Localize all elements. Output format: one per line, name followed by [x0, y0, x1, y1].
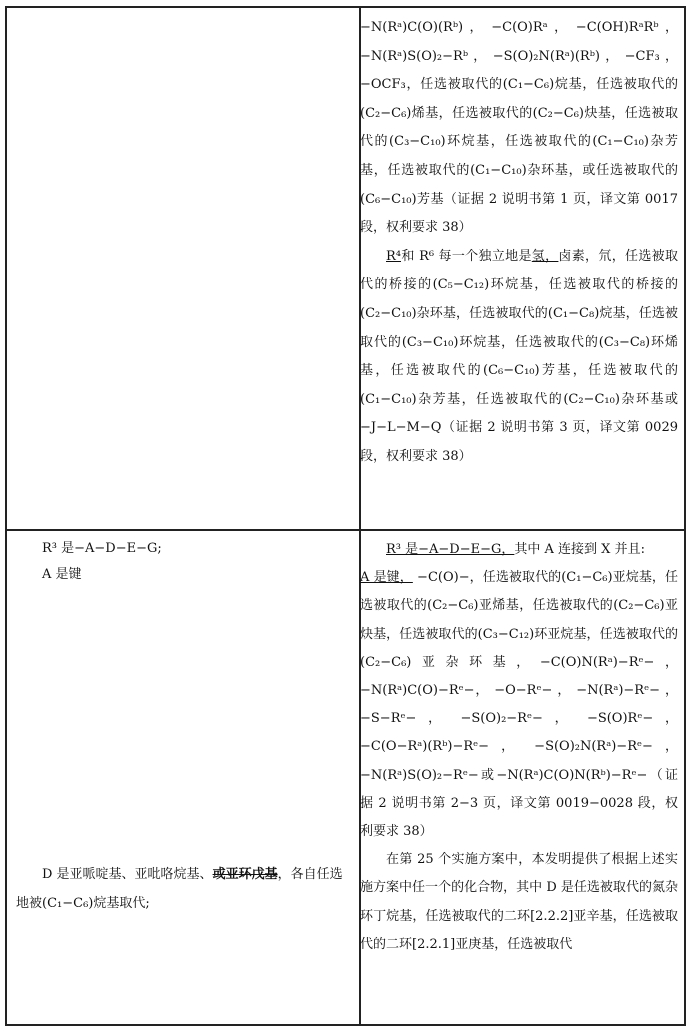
a-right-paragraph [360, 564, 678, 846]
hydrogen-underlined: 氢， [531, 248, 559, 264]
r3-definition: R³ 是−A−D−E−G; [42, 541, 162, 556]
d-text-before: D 是亚哌啶基、亚吡咯烷基、 [42, 867, 213, 882]
d-struck-text: 或亚环戊基 [212, 867, 278, 882]
r4-r6-definition-paragraph [360, 243, 678, 472]
r4-text-2: 卤素，氘，任选被取代的桥接的(C₅−C₁₂)环烷基，任选被取代的桥接的(C₂−C₁₀)杂环基，任选被取代的(C₁−C₈)烷基，任选被取代的(C₃−C₁₀)环烷基，任选被取代的(C₃−C₈)环烯基，任选被取代的(C₆−C₁₀)芳基，任选被取代的(C₁−C₁₀)杂芳基，任选被取代的(C₂−C₁₀)杂环基或−J−L−M−Q（证据 2 说明书第 3 页，译文第 0029 段，权利要求 38） [360, 248, 678, 464]
r3-right-paragraph [360, 536, 678, 564]
cell-top-right [360, 14, 678, 472]
row-divider [7, 529, 684, 531]
cell-bottom-left-lower [16, 860, 346, 918]
a-definition: A 是键 [42, 567, 82, 582]
d-text-after: ，各自任选地被(C₁−C₆)烷基取代; [16, 867, 343, 911]
r4-underlined: R⁴ [386, 248, 401, 264]
r3-underlined: R³ 是−A−D−E−G， [386, 542, 515, 557]
substituent-list-paragraph: −N(Rᵃ)C(O)(Rᵇ) ， −C(O)Rᵃ ， −C(OH)RᵃRᵇ ， −N(Rᵃ)S(O)₂−Rᵇ ， −S(O)₂N(Rᵃ)(Rᵇ) ， −CF₃ ， −OCF₃，任选被取代的(C₁−C₆)烷基，任选被取代的(C₂−C₆)烯基，任选被取代的(C₂−C₆)炔基，任选被取代的(C₃−C₁₀)环烷基，任选被取代的(C₁−C₁₀)杂芳基，任选被取代的(C₁−C₁₀)杂环基，或任选被取代的(C₆−C₁₀)芳基（证据 2 说明书第 1 页，译文第 0017 段，权利要求 38） [360, 20, 678, 236]
cell-bottom-left-upper [16, 536, 346, 588]
embodiment-25-paragraph: 在第 25 个实施方案中，本发明提供了根据上述实施方案中任一个的化合物，其中 D 是任选被取代的氮杂环丁烷基，任选被取代的二环[2.2.2]亚辛基，任选被取代的二环[2.2.1]亚庚基，任选被取代 [360, 852, 678, 952]
d-definition [16, 860, 346, 918]
r3-right-text: 其中 A 连接到 X 并且: [514, 542, 645, 557]
a-right-text: −C(O)−，任选被取代的(C₁−C₆)亚烷基，任选被取代的(C₂−C₆)亚烯基，任选被取代的(C₂−C₆)亚炔基，任选被取代的(C₃−C₁₂)环亚烷基，任选被取代的(C₂−C₆)亚杂环基，−C(O)N(Rᵃ)−Rᵉ−，−N(Rᵃ)C(O)−Rᵉ−， −O−Rᵉ− ， −N(Rᵃ)−Rᵉ− ， −S−Rᵉ− ， −S(O)₂−Rᵉ− ， −S(O)Rᵉ− ， −C(O−Rᵃ)(Rᵇ)−Rᵉ− ， −S(O)₂N(Rᵃ)−Rᵉ− ， −N(Rᵃ)S(O)₂−Rᵉ−或−N(Rᵃ)C(O)N(Rᵇ)−Rᵉ−（证据 2 说明书第 2−3 页，译文第 0019−0028 段，权利要求 38） [360, 570, 678, 840]
r4-text-1: 和 R⁶ 每一个独立地是 [401, 248, 532, 264]
a-underlined: A 是键， [360, 570, 413, 586]
cell-bottom-right [360, 536, 678, 959]
